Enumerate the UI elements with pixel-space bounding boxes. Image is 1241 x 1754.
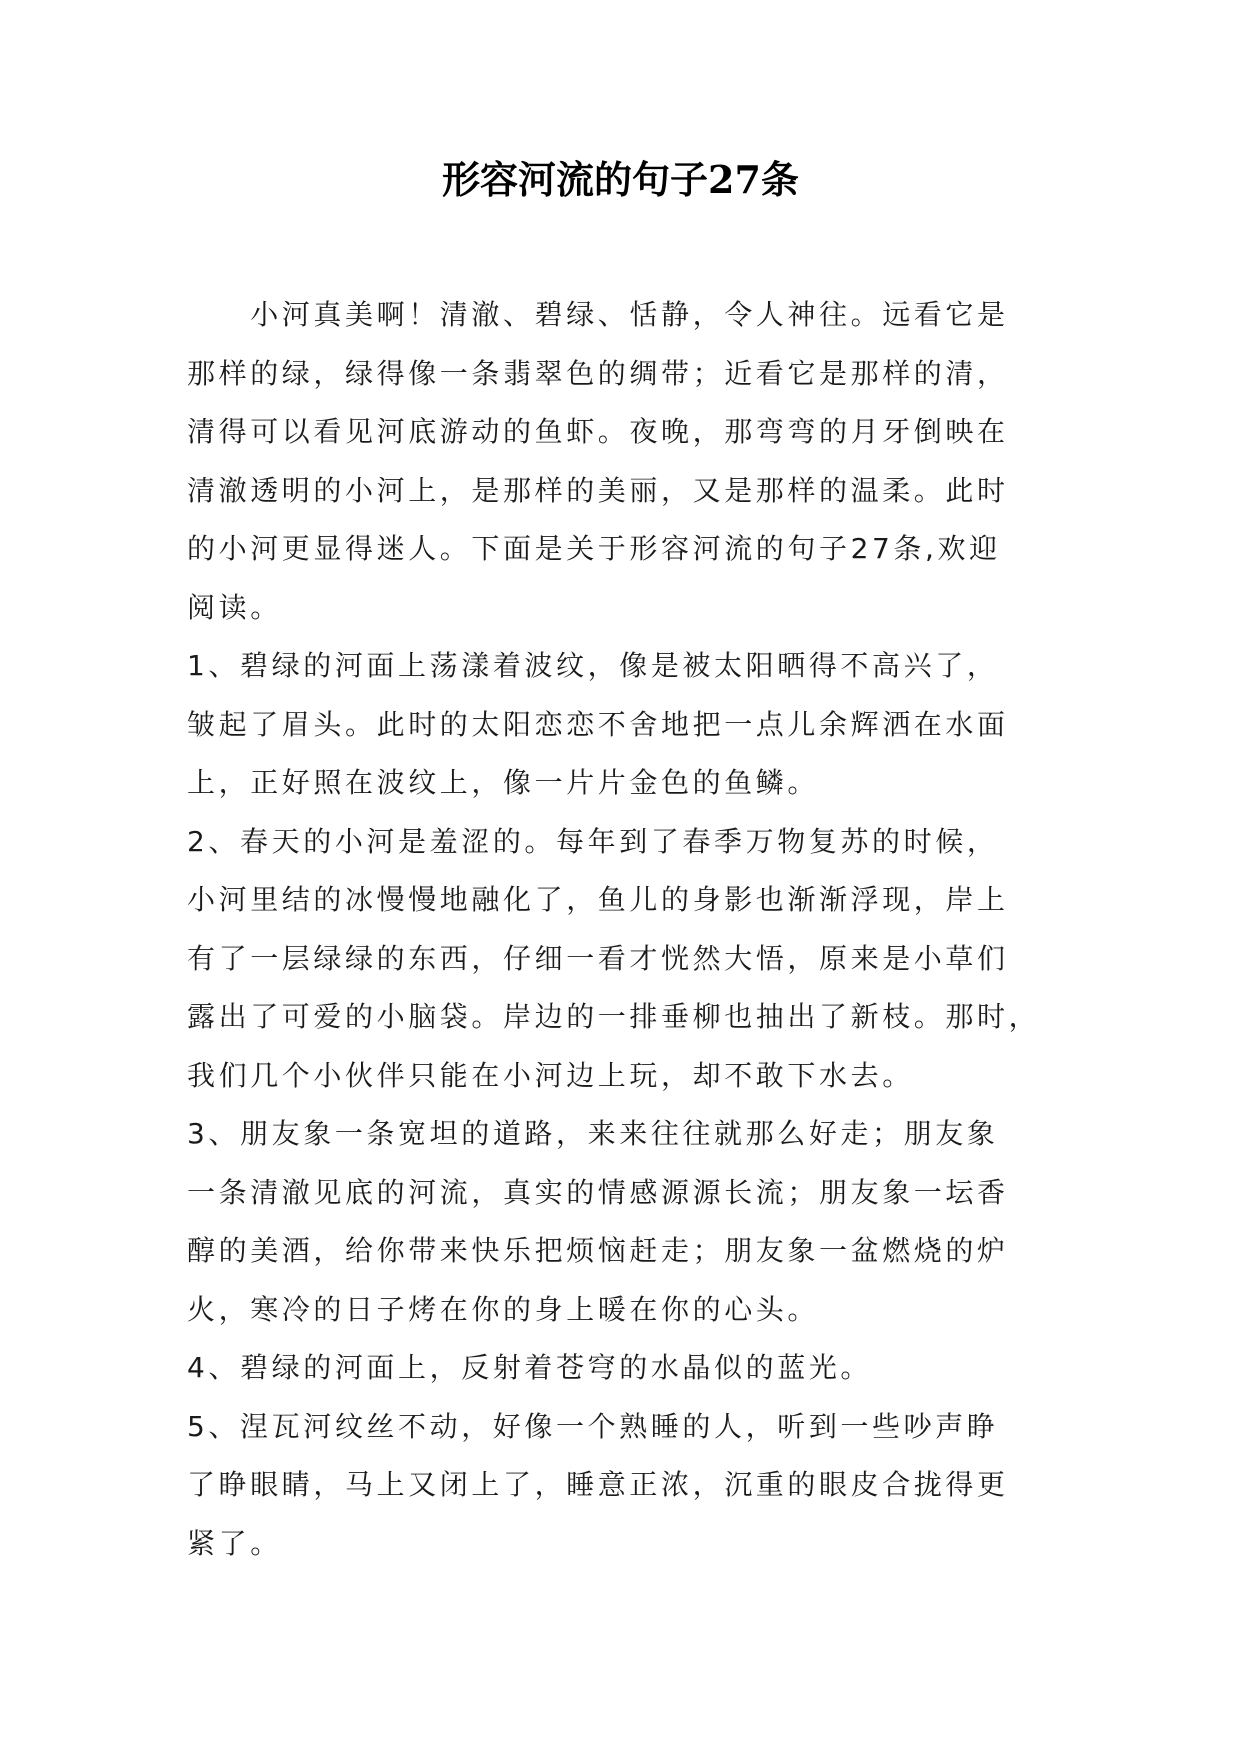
text-line: 3、朋友象一条宽坦的道路，来来往往就那么好走；朋友象 (187, 1117, 999, 1150)
text-line: 清澈透明的小河上，是那样的美丽，又是那样的温柔。此时 (187, 473, 1009, 507)
document-title: 形容河流的句子27条 (442, 157, 799, 202)
text-line: 4、碧绿的河面上，反射着苍穹的水晶似的蓝光。 (187, 1351, 873, 1384)
text-line: 上，正好照在波纹上，像一片片金色的鱼鳞。 (187, 766, 820, 799)
text-line: 5、涅瓦河纹丝不动，好像一个熟睡的人，听到一些吵声睁 (187, 1409, 999, 1443)
text-line: 醇的美酒，给你带来快乐把烦恼赶走；朋友象一盆燃烧的炉 (187, 1234, 1009, 1267)
intro-paragraph (187, 286, 1067, 637)
text-line: 的小河更显得迷人。下面是关于形容河流的句子27条,欢迎 (187, 532, 1001, 565)
sentence-item-1 (187, 637, 1067, 813)
text-line: 我们几个小伙伴只能在小河边上玩，却不敢下水去。 (187, 1058, 914, 1092)
text-line: 了睁眼睛，马上又闭上了，睡意正浓，沉重的眼皮合拢得更 (187, 1468, 1009, 1501)
sentence-item-5 (187, 1398, 1067, 1574)
text-line: 紧了。 (187, 1526, 282, 1560)
text-line: 有了一层绿绿的东西，仔细一看才恍然大悟，原来是小草们 (187, 941, 1009, 975)
text-line: 阅读。 (187, 590, 282, 624)
text-line: 2、春天的小河是羞涩的。每年到了春季万物复苏的时候， (187, 824, 999, 858)
text-line: 小河真美啊！清澈、碧绿、恬静，令人神往。远看它是 (187, 298, 1009, 331)
text-line: 露出了可爱的小脑袋。岸边的一排垂柳也抽出了新枝。那时， (187, 1000, 1041, 1033)
text-line: 清得可以看见河底游动的鱼虾。夜晚，那弯弯的月牙倒映在 (187, 415, 1009, 448)
text-line: 1、碧绿的河面上荡漾着波纹，像是被太阳晒得不高兴了， (187, 649, 999, 682)
text-line: 那样的绿，绿得像一条翡翠色的绸带；近看它是那样的清， (187, 356, 1009, 390)
text-line: 一条清澈见底的河流，真实的情感源源长流；朋友象一坛香 (187, 1175, 1009, 1209)
text-line: 皱起了眉头。此时的太阳恋恋不舍地把一点儿余辉洒在水面 (187, 707, 1009, 741)
document-body (187, 286, 1067, 1573)
sentence-item-2 (187, 813, 1067, 1106)
sentence-item-3 (187, 1105, 1067, 1339)
text-line: 小河里结的冰慢慢地融化了，鱼儿的身影也渐渐浮现，岸上 (187, 883, 1009, 916)
sentence-item-4 (187, 1339, 1067, 1398)
text-line: 火，寒冷的日子烤在你的身上暖在你的心头。 (187, 1292, 820, 1326)
